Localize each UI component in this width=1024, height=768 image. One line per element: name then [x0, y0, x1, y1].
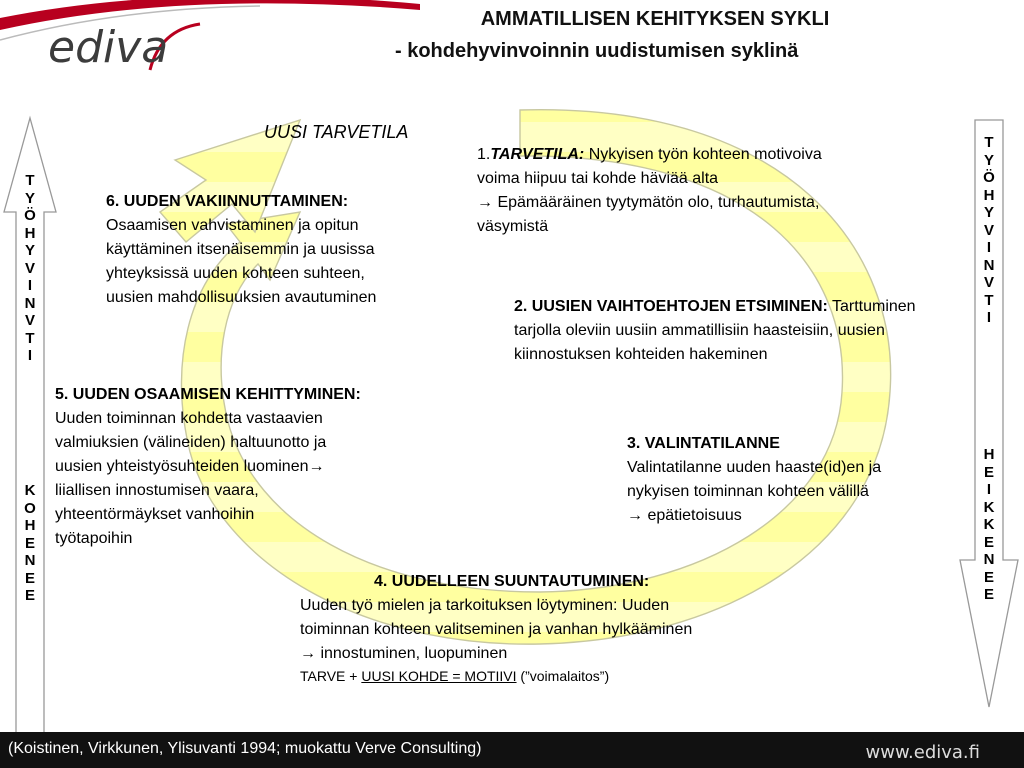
stage-1-number: 1. — [477, 146, 491, 163]
arrow-right-icon: → — [627, 507, 643, 524]
vertical-letter: E — [983, 586, 994, 603]
vertical-letter: Ö — [24, 207, 36, 224]
stage-6-line4: uusien mahdollisuuksien avautuminen — [106, 289, 377, 306]
stage-5-title: 5. UUDEN OSAAMISEN KEHITTYMINEN: — [55, 386, 361, 403]
vertical-letter: I — [27, 347, 33, 364]
stage-5-text — [55, 383, 455, 551]
stage-5-line1: Uuden toiminnan kohdetta vastaavien — [55, 410, 323, 427]
stage-1-title: TARVETILA: — [490, 146, 585, 163]
stage-4-line3: innostuminen, luopuminen — [320, 645, 508, 662]
stage-3-title: 3. VALINTATILANNE — [627, 435, 780, 452]
slide-footer — [0, 732, 1024, 768]
stage-6-line2: käyttäminen itsenäisemmin ja uusissa — [106, 241, 375, 258]
stage-6-text — [106, 190, 476, 310]
vertical-letter: H — [24, 517, 36, 534]
slide-title: AMMATILLISEN KEHITYKSEN SYKLI — [480, 8, 830, 30]
stage-4-text — [300, 570, 860, 686]
stage-4-formula — [300, 666, 860, 686]
vertical-letter: Y — [24, 189, 35, 207]
vertical-letter: N — [24, 294, 36, 312]
vertical-letter: N — [24, 552, 36, 569]
vertical-letter: V — [983, 274, 994, 291]
vertical-letter: E — [24, 587, 35, 604]
stage-3-line2: nykyisen toiminnan kohteen välillä — [627, 483, 869, 500]
stage-6-title: 6. UUDEN VAKIINNUTTAMINEN: — [106, 193, 349, 210]
stage-2-line1: Tarttuminen — [827, 298, 916, 315]
stage-1-text — [477, 143, 957, 239]
vertical-letter: O — [24, 499, 36, 517]
stage-2-line3: kiinnostuksen kohteiden hakeminen — [514, 346, 768, 363]
ediva-logo: ediva — [48, 22, 169, 73]
stage-1-line2: voima hiipuu tai kohde häviää alta — [477, 170, 719, 187]
stage-4-line1: Uuden työ mielen ja tarkoituksen löytyminen: Uuden — [300, 597, 670, 614]
vertical-letter: N — [983, 256, 995, 274]
stage-5-line2: valmiuksien (välineiden) haltuunotto ja — [55, 434, 327, 451]
vertical-letter: K — [983, 498, 995, 516]
stage-2-line2: tarjolla oleviin uusiin ammatillisiin haasteisiin, uusien — [514, 322, 885, 339]
stage-5-line6: työtapoihin — [55, 530, 133, 547]
arrow-right-icon: → — [308, 458, 325, 475]
left-arrow-label-top — [20, 172, 40, 365]
stage-1-line4: väsymistä — [477, 218, 549, 235]
stage-2-title: 2. UUSIEN VAIHTOEHTOJEN ETSIMINEN: — [514, 298, 828, 315]
stage-3-line1: Valintatilanne uuden haaste(id)en ja — [627, 459, 882, 476]
stage-5-line3: uusien yhteistyösuhteiden luominen — [55, 458, 309, 475]
vertical-letter: Ö — [983, 169, 995, 186]
citation: (Koistinen, Virkkunen, Ylisuvanti 1994; muokattu Verve Consulting) — [8, 740, 482, 757]
vertical-letter: T — [984, 291, 994, 309]
vertical-letter: H — [983, 186, 995, 204]
vertical-letter: Y — [24, 242, 35, 259]
vertical-letter: T — [25, 329, 35, 347]
vertical-letter: K — [983, 516, 995, 533]
vertical-letter: Y — [983, 204, 994, 221]
vertical-letter: V — [983, 221, 994, 239]
formula-underlined: UUSI KOHDE = MOTIIVI — [361, 668, 517, 684]
vertical-letter: T — [984, 134, 994, 151]
vertical-letter: E — [983, 533, 994, 551]
vertical-letter: K — [24, 482, 36, 499]
stage-1-line1: Nykyisen työn kohteen motivoiva — [584, 146, 822, 163]
stage-5-line5: yhteentörmäykset vanhoihin — [55, 506, 255, 523]
stage-6-line3: yhteyksissä uuden kohteen suhteen, — [106, 265, 365, 282]
vertical-letter: H — [983, 446, 995, 463]
vertical-letter: E — [983, 463, 994, 481]
vertical-letter: V — [24, 259, 35, 277]
stage-5-line4: liiallisen innostumisen vaara, — [55, 482, 259, 499]
vertical-letter: E — [24, 534, 35, 552]
vertical-letter: N — [983, 551, 995, 568]
vertical-letter: I — [986, 481, 992, 498]
stage-4-title: 4. UUDELLEEN SUUNTAUTUMINEN: — [374, 573, 650, 590]
arrow-right-icon: → — [300, 645, 316, 662]
slide-subtitle: - kohdehyvinvoinnin uudistumisen syklinä — [395, 40, 799, 62]
website-link[interactable]: www.ediva.fi — [865, 742, 980, 763]
left-arrow-label-bottom — [20, 482, 40, 605]
stage-3-line3: epätietoisuus — [647, 507, 742, 524]
vertical-letter: H — [24, 224, 36, 242]
vertical-letter: E — [24, 569, 35, 587]
vertical-letter: E — [983, 568, 994, 586]
formula-prefix: TARVE + — [300, 668, 362, 684]
stage-2-text — [514, 295, 1014, 367]
stage-4-line2: toiminnan kohteen valitseminen ja vanhan hylkääminen — [300, 621, 693, 638]
new-need-label: UUSI TARVETILA — [264, 122, 409, 142]
vertical-letter: I — [27, 277, 33, 294]
stage-3-text — [627, 432, 987, 528]
vertical-letter: T — [25, 172, 35, 189]
stage-6-line1: Osaamisen vahvistaminen ja opitun — [106, 217, 359, 234]
vertical-letter: I — [986, 239, 992, 256]
vertical-letter: I — [986, 309, 992, 326]
arrow-right-icon: → — [477, 194, 493, 211]
vertical-letter: V — [24, 312, 35, 329]
slide-header — [0, 0, 1024, 92]
stage-1-line3: Epämääräinen tyytymätön olo, turhautumista, — [497, 194, 820, 211]
vertical-letter: Y — [983, 151, 994, 169]
formula-suffix: (”voimalaitos”) — [516, 668, 610, 684]
